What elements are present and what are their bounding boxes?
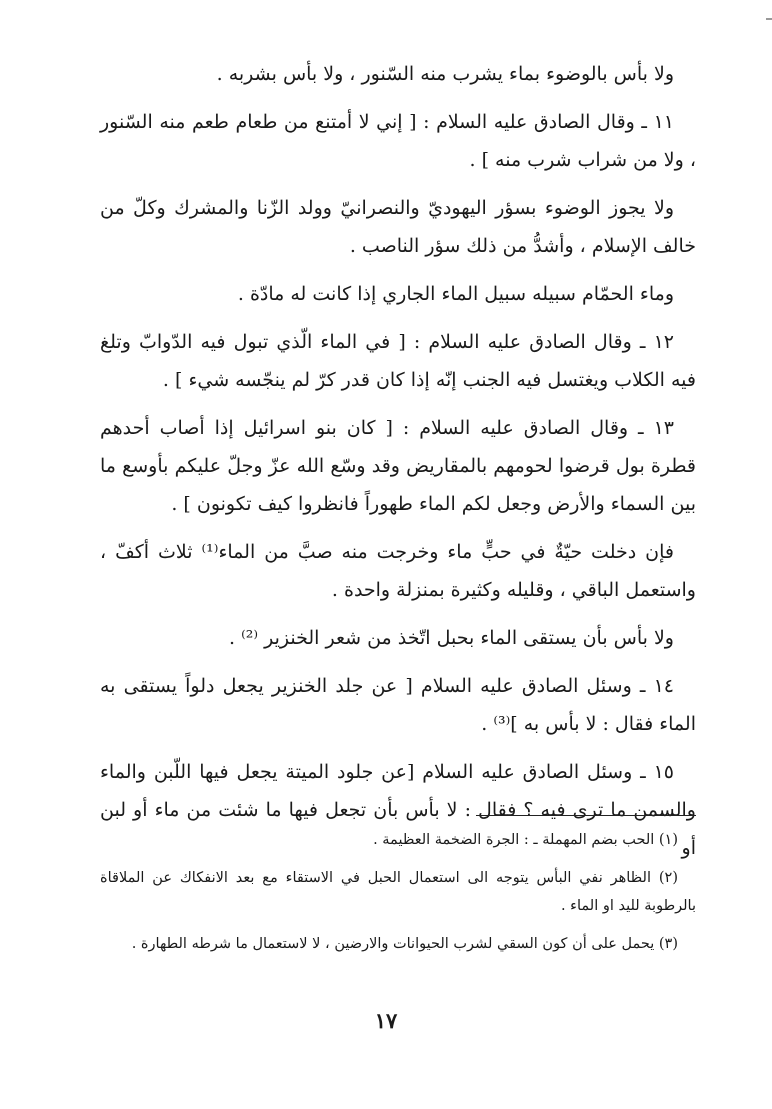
paragraph-5: ١٢ ـ وقال الصادق عليه السلام : [ في الماء الّذي تبول فيه الدّوابّ وتلغ فيه الكلاب ويغتسل فيه الجنب إنّه إذا كان قدر كرّ لم ينجّسه شيء ] . [100, 331, 696, 391]
paragraph-6: ١٣ ـ وقال الصادق عليه السلام : [ كان بنو اسرائيل إذا أصاب أحدهم قطرة بول قرضوا لحومهم بالمقاريض وقد وسّع الله عزّ وجلّ عليكم بأوسع ما بين السماء والأرض وجعل لكم الماء طهوراً فانظروا كيف تكونون ] . [100, 417, 696, 515]
page-number: ١٧ [374, 1008, 398, 1033]
paragraph-9: ١٤ ـ وسئل الصادق عليه السلام [ عن جلد الخنزير يجعل دلواً يستقى به الماء فقال : لا بأس به ]⁽³⁾ . [100, 675, 696, 735]
scan-edge-mark [766, 18, 772, 20]
main-text [100, 55, 696, 877]
paragraph-2: ١١ ـ وقال الصادق عليه السلام : [ إني لا أمتنع من طعام طعم منه السّنور ، ولا من شراب شرب منه ] . [100, 111, 696, 171]
footnote-2: (٢) الظاهر نفي البأس يتوجه الى استعمال الحبل في الاستقاء مع بعد الانفكاك عن الملاقاة بالرطوبة لليد او الماء . [100, 870, 696, 914]
paragraph-7: فإن دخلت حيّةٌ في حبٍّ ماء وخرجت منه صبَّ من الماء⁽¹⁾ ثلاث أكفّ ، واستعمل الباقي ، وقليله وكثيرة بمنزلة واحدة . [100, 541, 696, 601]
paragraph-4: وماء الحمّام سبيله سبيل الماء الجاري إذا كانت له مادّة . [237, 283, 674, 305]
footnote-separator [476, 815, 696, 816]
footnote-3: (٣) يحمل على أن كون السقي لشرب الحيوانات والارضين ، لا لاستعمال ما شرطه الطهارة . [131, 936, 678, 952]
paragraph-3: ولا يجوز الوضوء بسؤر اليهوديّ والنصرانيّ وولد الزّنا والمشرك وكلّ من خالف الإسلام ، وأشدُّ من ذلك سؤر الناصب . [100, 197, 696, 257]
footnotes [100, 826, 696, 968]
paragraph-8: ولا بأس بأن يستقى الماء بحبل اتّخذ من شعر الخنزير ⁽²⁾ . [229, 627, 674, 649]
paragraph-10: ١٥ ـ وسئل الصادق عليه السلام [عن جلود الميتة يجعل فيها اللّبن والماء والسمن ما ترى فيه ؟ فقال : لا بأس بأن تجعل فيها ما شئت من ماء أو لبن أو [100, 761, 696, 859]
paragraph-1: ولا بأس بالوضوء بماء يشرب منه السّنور ، ولا بأس بشربه . [216, 63, 674, 85]
footnote-1: (١) الحب بضم المهملة ـ : الجرة الضخمة العظيمة . [373, 832, 678, 848]
